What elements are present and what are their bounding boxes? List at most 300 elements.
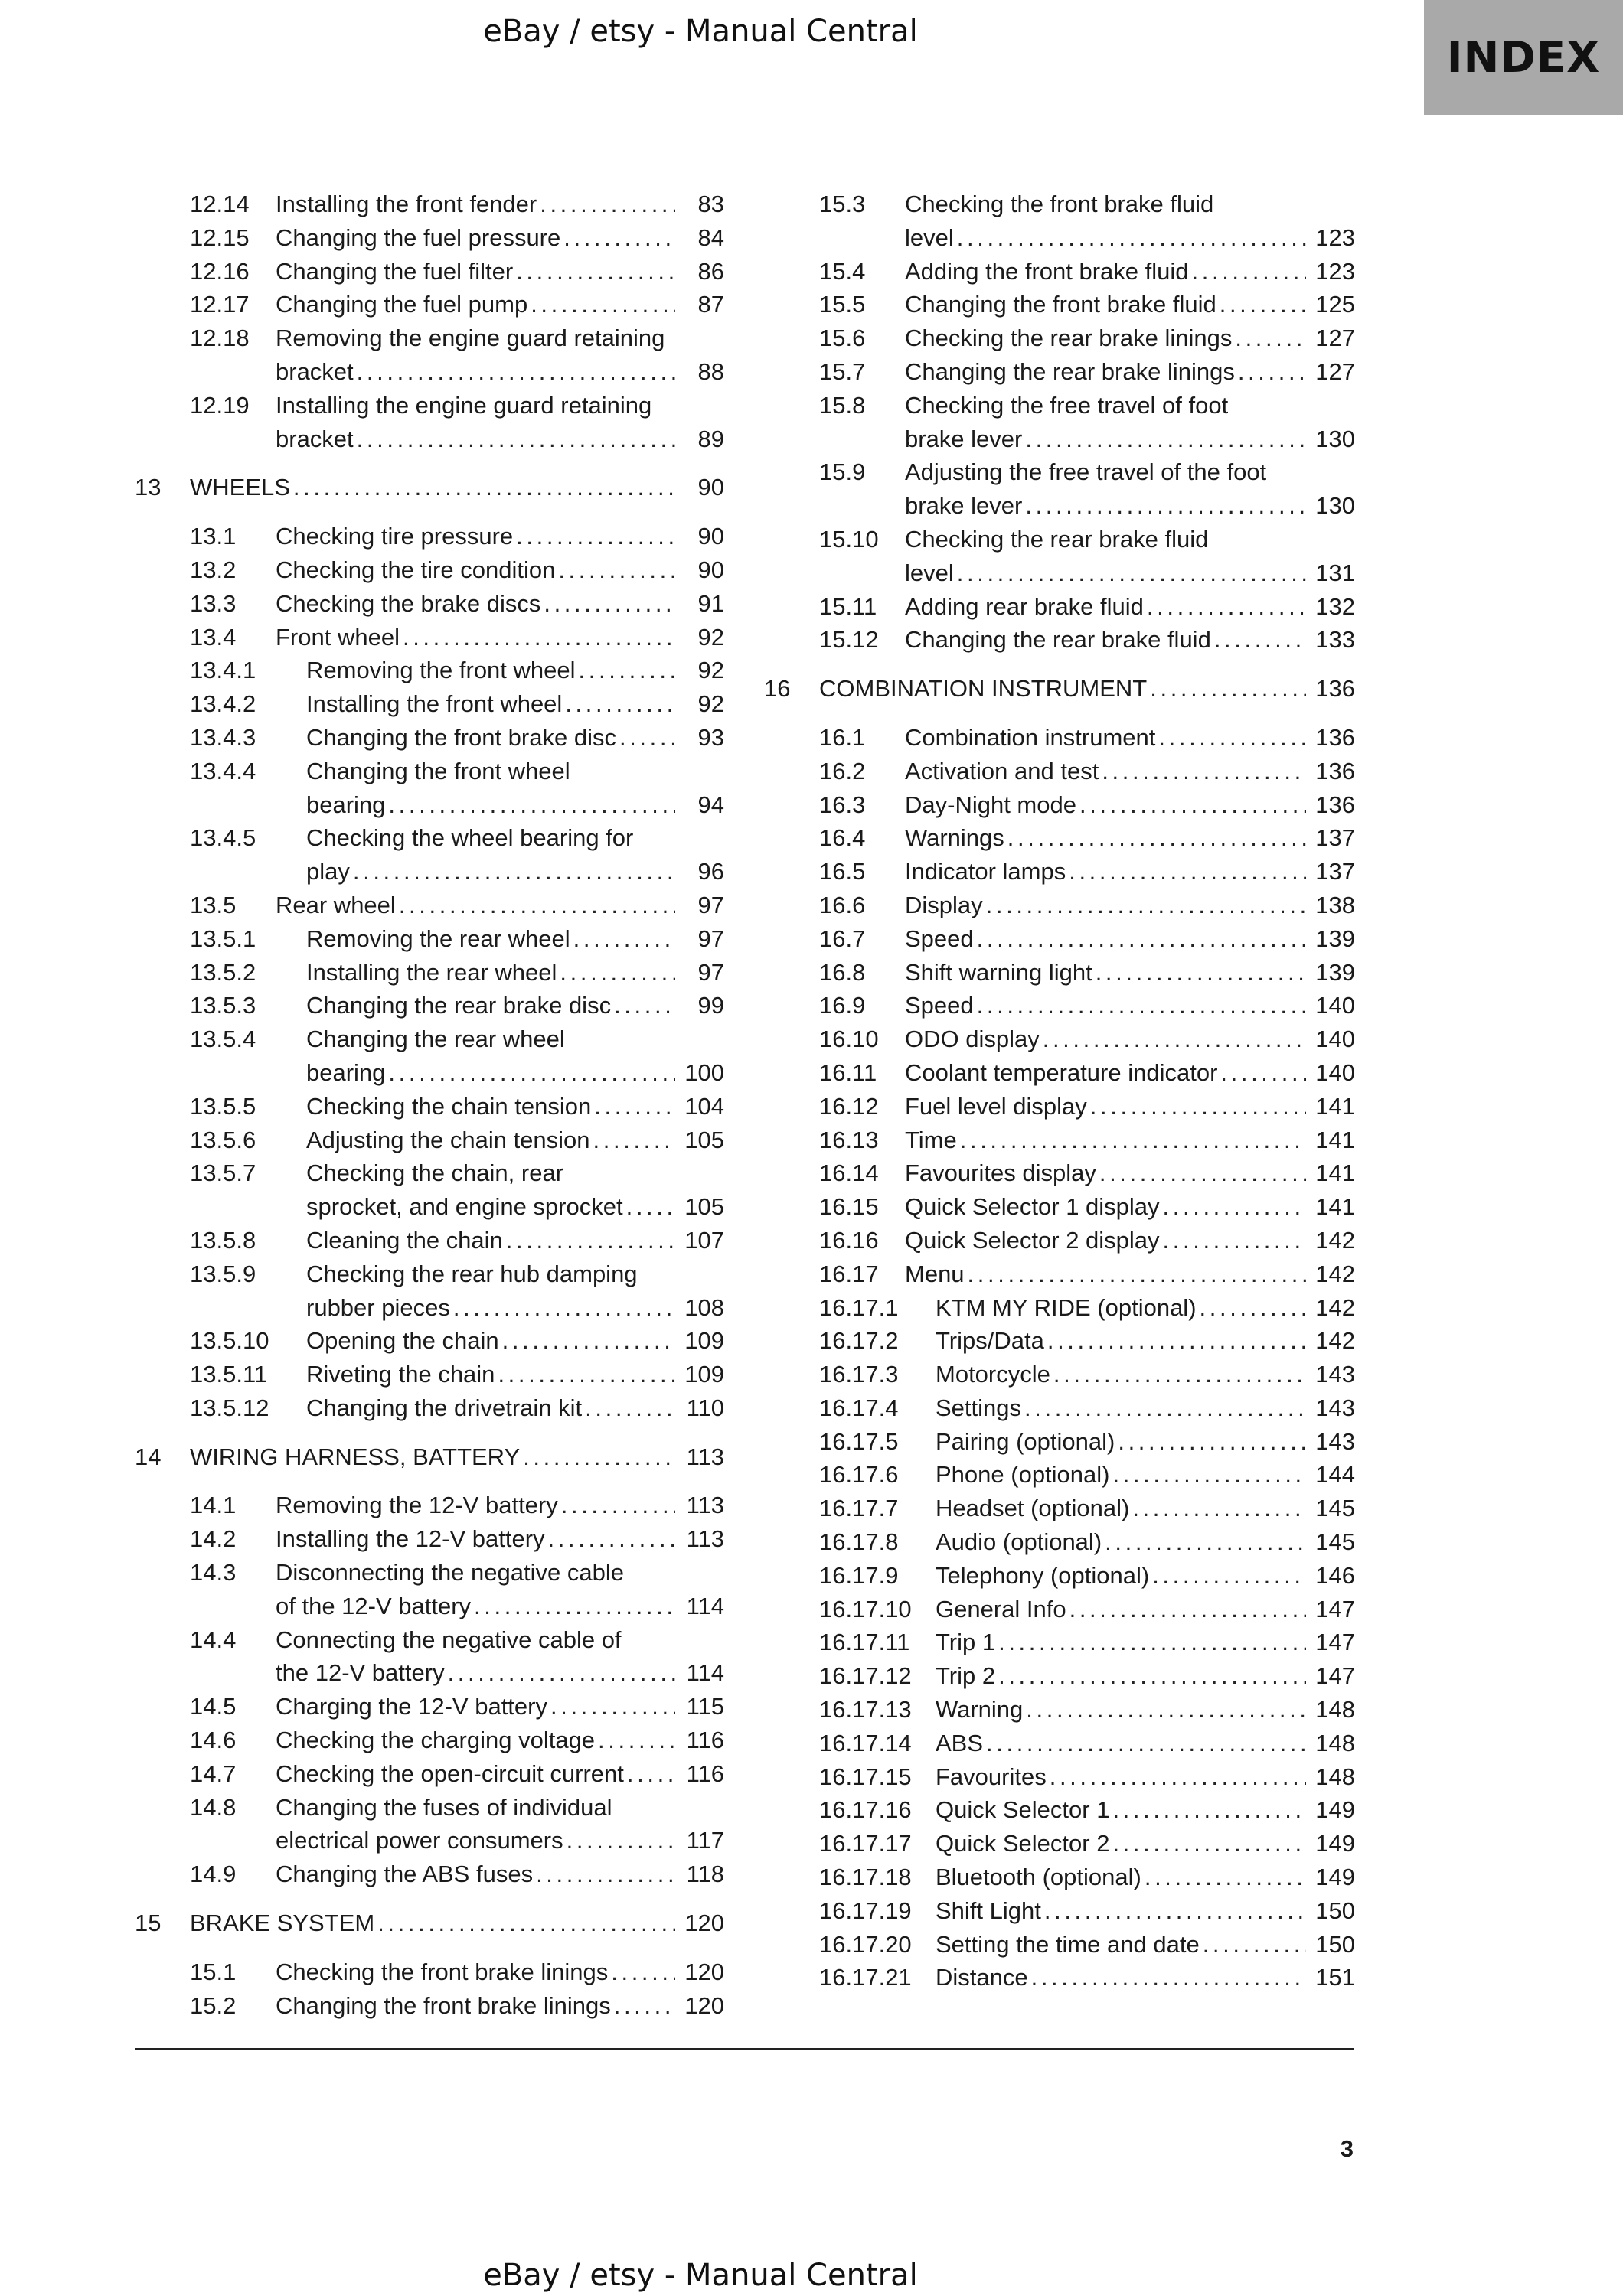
toc-entry[interactable] (764, 1760, 1355, 1794)
toc-entry-title: Changing the rear wheel (306, 1026, 565, 1053)
toc-entry-page: 136 (1315, 723, 1355, 751)
toc-entry[interactable] (764, 1124, 1355, 1157)
toc-chapter[interactable] (135, 1440, 724, 1474)
toc-entry-title: Checking the chain tension (306, 1092, 592, 1120)
toc-entry[interactable] (764, 255, 1355, 289)
toc-entry-title: Favourites (936, 1763, 1047, 1790)
toc-entry[interactable] (135, 1791, 724, 1858)
dot-leader (1025, 422, 1306, 456)
toc-entry-title: General Info (936, 1595, 1066, 1623)
toc-entry[interactable] (764, 1358, 1355, 1391)
toc-entry[interactable] (135, 1224, 724, 1257)
toc-entry[interactable] (135, 1623, 724, 1691)
toc-entry-number: 13.5.8 (190, 1226, 256, 1254)
dot-leader (506, 1224, 675, 1257)
toc-entry-number: 16.2 (819, 757, 866, 784)
dot-leader (998, 1659, 1306, 1693)
toc-entry[interactable] (135, 1324, 724, 1358)
toc-entry-title: Menu (905, 1260, 965, 1287)
toc-entry[interactable] (764, 1559, 1355, 1593)
toc-entry[interactable] (764, 1458, 1355, 1492)
dot-leader (1145, 1861, 1306, 1894)
toc-entry-page: 92 (697, 690, 724, 718)
toc-entry-page: 104 (684, 1092, 724, 1120)
toc-entry-page: 120 (684, 1958, 724, 1985)
toc-entry[interactable] (135, 1124, 724, 1157)
toc-entry-number: 13.2 (190, 556, 237, 583)
dot-leader (1220, 288, 1306, 321)
toc-entry-title: Telephony (optional) (936, 1561, 1150, 1589)
toc-entry-page: 140 (1315, 992, 1355, 1019)
toc-entry[interactable] (135, 1391, 724, 1425)
dot-leader (453, 1291, 675, 1325)
dot-leader (598, 1724, 675, 1757)
toc-entry[interactable] (764, 1190, 1355, 1224)
toc-entry-title: Charging the 12-V battery (276, 1693, 547, 1720)
toc-entry-page: 130 (1315, 492, 1355, 520)
toc-entry[interactable] (764, 321, 1355, 355)
toc-entry-number: 13.5.2 (190, 958, 256, 986)
toc-entry[interactable] (764, 1022, 1355, 1056)
toc-entry[interactable] (764, 922, 1355, 956)
dot-leader (1050, 1760, 1306, 1794)
toc-entry[interactable] (135, 1090, 724, 1124)
toc-entry-page: 90 (697, 556, 724, 583)
dot-leader (357, 355, 675, 389)
toc-entry-page: 93 (697, 723, 724, 751)
toc-entry[interactable] (135, 1022, 724, 1090)
dot-leader (611, 1955, 675, 1989)
toc-entry-title: play (306, 858, 350, 885)
dot-leader (1235, 321, 1306, 355)
toc-entry-number: 15.6 (819, 325, 866, 352)
toc-entry-title: brake lever (905, 425, 1023, 452)
dot-leader (1096, 956, 1306, 990)
dot-leader (1079, 788, 1306, 822)
toc-entry-number: 13 (135, 474, 162, 501)
toc-entry-number: 13.4.1 (190, 657, 256, 684)
toc-entry[interactable] (135, 889, 724, 922)
toc-entry[interactable] (135, 621, 724, 654)
toc-entry-number: 13.5.4 (190, 1026, 256, 1053)
toc-entry-page: 147 (1315, 1629, 1355, 1656)
toc-entry-title: Warnings (905, 824, 1004, 852)
toc-entry-page: 127 (1315, 357, 1355, 385)
dot-leader (986, 889, 1306, 922)
toc-entry-title: Favourites display (905, 1159, 1096, 1187)
toc-entry[interactable] (135, 321, 724, 389)
dot-leader (1090, 1090, 1306, 1124)
toc-entry-title: Quick Selector 1 (936, 1796, 1110, 1824)
dot-leader (1163, 1190, 1306, 1224)
toc-entry[interactable] (135, 389, 724, 456)
toc-entry-title: Checking the front brake fluid (905, 191, 1214, 217)
dot-leader (565, 687, 675, 721)
dot-leader (585, 1391, 675, 1425)
toc-entry-title: Checking the charging voltage (276, 1727, 596, 1754)
dot-leader (957, 556, 1306, 590)
toc-chapter[interactable] (135, 1906, 724, 1940)
dot-leader (1053, 1358, 1306, 1391)
toc-entry-number: 13.3 (190, 589, 237, 617)
toc-entry-page: 141 (1315, 1193, 1355, 1221)
toc-entry-number: 16.17.20 (819, 1930, 912, 1958)
toc-entry-page: 89 (697, 425, 724, 452)
toc-entry-number: 14.5 (190, 1693, 237, 1720)
toc-entry-page: 91 (697, 589, 724, 617)
toc-entry-title: KTM MY RIDE (optional) (936, 1293, 1197, 1321)
dot-leader (1099, 1156, 1306, 1190)
toc-entry[interactable] (764, 1659, 1355, 1693)
toc-entry-title: Checking the rear brake fluid (905, 525, 1209, 553)
toc-entry-number: 13.5.10 (190, 1327, 269, 1355)
toc-entry-page: 149 (1315, 1830, 1355, 1857)
toc-entry-page: 87 (697, 291, 724, 318)
toc-entry-page: 143 (1315, 1361, 1355, 1388)
toc-entry[interactable] (764, 1324, 1355, 1358)
toc-entry-page: 90 (697, 523, 724, 550)
dot-leader (1007, 821, 1306, 855)
toc-entry-title: Front wheel (276, 623, 400, 651)
dot-leader (548, 1522, 675, 1556)
footer-rule (135, 2048, 1354, 2050)
toc-entry-title: Changing the drivetrain kit (306, 1394, 583, 1421)
toc-entry[interactable] (764, 1793, 1355, 1827)
toc-entry[interactable] (764, 1894, 1355, 1928)
toc-entry-page: 123 (1315, 223, 1355, 251)
toc-entry-number: 13.5.9 (190, 1260, 256, 1287)
toc-entry-page: 138 (1315, 891, 1355, 918)
toc-entry[interactable] (764, 1090, 1355, 1124)
toc-entry-number: 14.6 (190, 1727, 237, 1754)
toc-entry-page: 148 (1315, 1696, 1355, 1724)
toc-entry-title: the 12-V battery (276, 1659, 445, 1687)
toc-entry-title: level (905, 223, 954, 251)
toc-entry-page: 145 (1315, 1528, 1355, 1556)
dot-leader (1147, 590, 1306, 624)
dot-leader (957, 221, 1306, 255)
toc-entry[interactable] (135, 520, 724, 553)
toc-entry-page: 114 (686, 1659, 724, 1687)
toc-entry[interactable] (135, 654, 724, 687)
toc-entry[interactable] (135, 553, 724, 587)
dot-leader (614, 989, 675, 1022)
toc-entry-number: 14.1 (190, 1492, 237, 1519)
toc-entry-title: Changing the fuel filter (276, 257, 514, 285)
toc-entry[interactable] (764, 956, 1355, 990)
dot-leader (448, 1656, 675, 1690)
toc-entry[interactable] (764, 523, 1355, 590)
toc-entry[interactable] (764, 1626, 1355, 1659)
dot-leader (567, 1824, 675, 1857)
toc-entry-number: 13.4 (190, 623, 237, 651)
dot-leader (960, 1124, 1306, 1157)
toc-entry-page: 88 (697, 357, 724, 385)
toc-entry-page: 147 (1315, 1662, 1355, 1690)
toc-entry[interactable] (764, 188, 1355, 255)
toc-entry[interactable] (764, 623, 1355, 657)
toc-entry-title: Adjusting the free travel of the foot (905, 458, 1267, 486)
toc-entry-page: 127 (1315, 325, 1355, 352)
toc-entry[interactable] (764, 721, 1355, 755)
toc-entry-page: 133 (1315, 626, 1355, 654)
dot-leader (531, 288, 675, 321)
toc-entry-page: 125 (1315, 291, 1355, 318)
dot-leader (560, 956, 675, 990)
toc-entry-number: 13.4.5 (190, 824, 256, 852)
toc-entry-title: Removing the 12-V battery (276, 1492, 558, 1519)
toc-entry[interactable] (135, 1156, 724, 1224)
dot-leader (399, 889, 675, 922)
toc-entry-page: 141 (1315, 1159, 1355, 1187)
toc-entry-page: 96 (697, 858, 724, 885)
toc-entry-title: Changing the fuel pressure (276, 223, 561, 251)
toc-entry-page: 136 (1315, 757, 1355, 784)
toc-entry-page: 147 (1315, 1595, 1355, 1623)
toc-entry-page: 131 (1315, 559, 1355, 586)
toc-entry[interactable] (764, 288, 1355, 321)
toc-entry[interactable] (764, 1827, 1355, 1861)
toc-entry-page: 99 (697, 992, 724, 1019)
toc-entry-title: level (905, 559, 954, 586)
toc-entry-number: 16.17.15 (819, 1763, 912, 1790)
dot-leader (619, 721, 675, 755)
toc-entry-title: Settings (936, 1394, 1022, 1421)
toc-entry[interactable] (764, 1861, 1355, 1894)
dot-leader (627, 1757, 675, 1791)
toc-entry-title: Speed (905, 925, 974, 952)
toc-entry-number: 15.3 (819, 191, 866, 217)
toc-entry[interactable] (764, 788, 1355, 822)
toc-entry-number: 16.10 (819, 1026, 879, 1053)
toc-entry[interactable] (135, 288, 724, 321)
toc-entry-title: Headset (optional) (936, 1495, 1130, 1522)
toc-entry[interactable] (135, 989, 724, 1022)
toc-entry-title: Changing the front brake fluid (905, 291, 1216, 318)
toc-entry[interactable] (135, 221, 724, 255)
dot-leader (1200, 1291, 1306, 1325)
toc-entry[interactable] (764, 855, 1355, 889)
toc-entry-number: 13.5 (190, 891, 237, 918)
toc-entry-page: 100 (684, 1058, 724, 1086)
dot-leader (1026, 1693, 1306, 1727)
toc-entry-number: 13.5.3 (190, 992, 256, 1019)
toc-entry-number: 16 (764, 675, 791, 703)
toc-entry[interactable] (135, 188, 724, 221)
toc-entry[interactable] (764, 590, 1355, 624)
toc-entry-title: Changing the front wheel (306, 757, 570, 784)
toc-entry[interactable] (764, 889, 1355, 922)
toc-entry-page: 144 (1315, 1461, 1355, 1489)
toc-entry-title: Changing the rear brake fluid (905, 626, 1211, 654)
toc-entry-title: Audio (optional) (936, 1528, 1102, 1556)
toc-entry-title: Checking the tire condition (276, 556, 556, 583)
toc-entry-page: 110 (686, 1394, 724, 1421)
toc-entry[interactable] (135, 1522, 724, 1556)
toc-entry-number: 16.17.4 (819, 1394, 899, 1421)
toc-entry-number: 13.5.11 (190, 1361, 268, 1388)
toc-entry[interactable] (135, 1489, 724, 1522)
toc-entry-number: 16.13 (819, 1126, 879, 1153)
dot-leader (540, 188, 675, 221)
toc-entry[interactable] (764, 1156, 1355, 1190)
toc-entry-number: 16.17.12 (819, 1662, 912, 1690)
toc-entry-number: 16.17.11 (819, 1629, 910, 1656)
toc-entry[interactable] (135, 1690, 724, 1724)
toc-entry-page: 97 (697, 891, 724, 918)
toc-entry-page: 97 (697, 958, 724, 986)
toc-entry-number: 15.9 (819, 458, 866, 486)
toc-entry[interactable] (764, 455, 1355, 523)
toc-entry-number: 16.17.9 (819, 1561, 899, 1589)
toc-chapter[interactable] (135, 471, 724, 504)
toc-entry-number: 16.17.18 (819, 1864, 912, 1891)
toc-entry[interactable] (135, 1757, 724, 1791)
toc-entry-page: 118 (686, 1861, 724, 1888)
toc-entry-number: 16.17.3 (819, 1361, 899, 1388)
dot-leader (1238, 355, 1306, 389)
toc-entry[interactable] (764, 1056, 1355, 1090)
dot-leader (1150, 672, 1306, 706)
toc-entry-page: 109 (684, 1361, 724, 1388)
toc-entry-page: 113 (686, 1492, 724, 1519)
toc-entry-number: 16.17.16 (819, 1796, 912, 1824)
toc-entry[interactable] (764, 355, 1355, 389)
toc-entry[interactable] (135, 1556, 724, 1623)
toc-entry-title: ABS (936, 1729, 984, 1756)
toc-entry-title: Adding rear brake fluid (905, 592, 1144, 620)
toc-entry-title: Changing the ABS fuses (276, 1861, 534, 1888)
toc-entry[interactable] (764, 1961, 1355, 1994)
toc-entry[interactable] (135, 956, 724, 990)
toc-chapter[interactable] (764, 672, 1355, 706)
toc-entry[interactable] (135, 687, 724, 721)
dot-leader (1192, 255, 1306, 289)
toc-entry-page: 97 (697, 925, 724, 952)
toc-entry-number: 14.2 (190, 1525, 237, 1553)
toc-entry-title: bearing (306, 1058, 386, 1086)
toc-entry[interactable] (764, 1525, 1355, 1559)
toc-entry-number: 16.17.21 (819, 1964, 912, 1991)
toc-entry[interactable] (764, 1224, 1355, 1257)
dot-leader (614, 1989, 675, 2023)
toc-entry-page: 113 (686, 1443, 724, 1470)
toc-entry[interactable] (135, 922, 724, 956)
toc-entry[interactable] (135, 721, 724, 755)
toc-entry[interactable] (764, 1425, 1355, 1459)
dot-leader (498, 1358, 675, 1391)
toc-entry-number: 13.1 (190, 523, 237, 550)
toc-entry[interactable] (135, 1358, 724, 1391)
dot-leader (1132, 1492, 1306, 1525)
toc-entry[interactable] (764, 1928, 1355, 1962)
toc-entry-number: 16.17.8 (819, 1528, 899, 1556)
toc-entry-number: 13.5.12 (190, 1394, 269, 1421)
toc-entry[interactable] (764, 389, 1355, 456)
toc-entry[interactable] (764, 1593, 1355, 1626)
toc-entry-number: 16.17.10 (819, 1595, 912, 1623)
toc-entry-title: Checking the front brake linings (276, 1958, 609, 1985)
dot-leader (403, 621, 675, 654)
toc-entry-page: 123 (1315, 257, 1355, 285)
toc-entry-page: 137 (1315, 858, 1355, 885)
toc-entry[interactable] (764, 755, 1355, 788)
toc-entry[interactable] (764, 1492, 1355, 1525)
dot-leader (1031, 1961, 1306, 1994)
page-number: 3 (1340, 2135, 1354, 2162)
toc-entry[interactable] (135, 755, 724, 822)
toc-entry-title: brake lever (905, 492, 1023, 520)
toc-entry-number: 16.14 (819, 1159, 879, 1187)
toc-entry-number: 16.17.1 (819, 1293, 899, 1321)
toc-entry-number: 14.7 (190, 1760, 237, 1787)
toc-entry-title: Changing the front brake disc (306, 723, 616, 751)
toc-entry[interactable] (764, 1291, 1355, 1325)
toc-entry[interactable] (764, 821, 1355, 855)
dot-leader (536, 1857, 675, 1891)
toc-entry-page: 148 (1315, 1729, 1355, 1756)
toc-entry[interactable] (135, 1955, 724, 1989)
toc-entry[interactable] (764, 1693, 1355, 1727)
toc-entry-number: 12.19 (190, 391, 250, 419)
toc-entry-title: Trips/Data (936, 1327, 1044, 1355)
toc-entry-number: 12.14 (190, 191, 250, 217)
toc-entry[interactable] (135, 1857, 724, 1891)
toc-entry[interactable] (135, 255, 724, 289)
toc-entry-title: Removing the engine guard retaining (276, 325, 665, 352)
toc-entry-title: rubber pieces (306, 1293, 450, 1321)
toc-entry-title: Changing the rear brake disc (306, 992, 612, 1019)
toc-entry-title: Combination instrument (905, 723, 1156, 751)
toc-entry-title: bracket (276, 357, 354, 385)
toc-entry-title: Motorcycle (936, 1361, 1050, 1388)
toc-entry-title: Quick Selector 2 (936, 1830, 1110, 1857)
toc-entry-number: 16.5 (819, 858, 866, 885)
toc-entry-title: Display (905, 891, 983, 918)
toc-entry[interactable] (135, 821, 724, 889)
toc-entry-title: Checking the rear hub damping (306, 1260, 638, 1287)
toc-entry[interactable] (135, 587, 724, 621)
toc-entry-page: 142 (1315, 1293, 1355, 1321)
toc-entry-title: of the 12-V battery (276, 1592, 472, 1619)
toc-entry[interactable] (764, 1257, 1355, 1291)
toc-entry[interactable] (764, 989, 1355, 1022)
dot-leader (523, 1440, 675, 1474)
toc-entry[interactable] (764, 1391, 1355, 1425)
section-tab-index: INDEX (1424, 0, 1623, 115)
toc-entry-title: Riveting the chain (306, 1361, 495, 1388)
toc-entry-number: 16.4 (819, 824, 866, 852)
toc-entry-page: 116 (686, 1727, 724, 1754)
toc-entry[interactable] (135, 1989, 724, 2023)
toc-entry[interactable] (135, 1724, 724, 1757)
toc-entry-title: Quick Selector 1 display (905, 1193, 1160, 1221)
toc-entry-number: 16.6 (819, 891, 866, 918)
toc-entry-title: Adding the front brake fluid (905, 257, 1189, 285)
toc-entry-page: 130 (1315, 425, 1355, 452)
toc-entry-number: 15.10 (819, 525, 879, 553)
toc-entry-number: 13.5.1 (190, 925, 256, 952)
toc-entry-page: 142 (1315, 1226, 1355, 1254)
toc-entry-number: 13.5.6 (190, 1126, 256, 1153)
toc-entry[interactable] (764, 1727, 1355, 1760)
toc-entry-page: 117 (686, 1827, 724, 1854)
toc-entry[interactable] (135, 1257, 724, 1325)
toc-entry-page: 149 (1315, 1864, 1355, 1891)
toc-entry-page: 120 (684, 1991, 724, 2019)
toc-entry-page: 141 (1315, 1126, 1355, 1153)
toc-entry-title: Bluetooth (optional) (936, 1864, 1141, 1891)
